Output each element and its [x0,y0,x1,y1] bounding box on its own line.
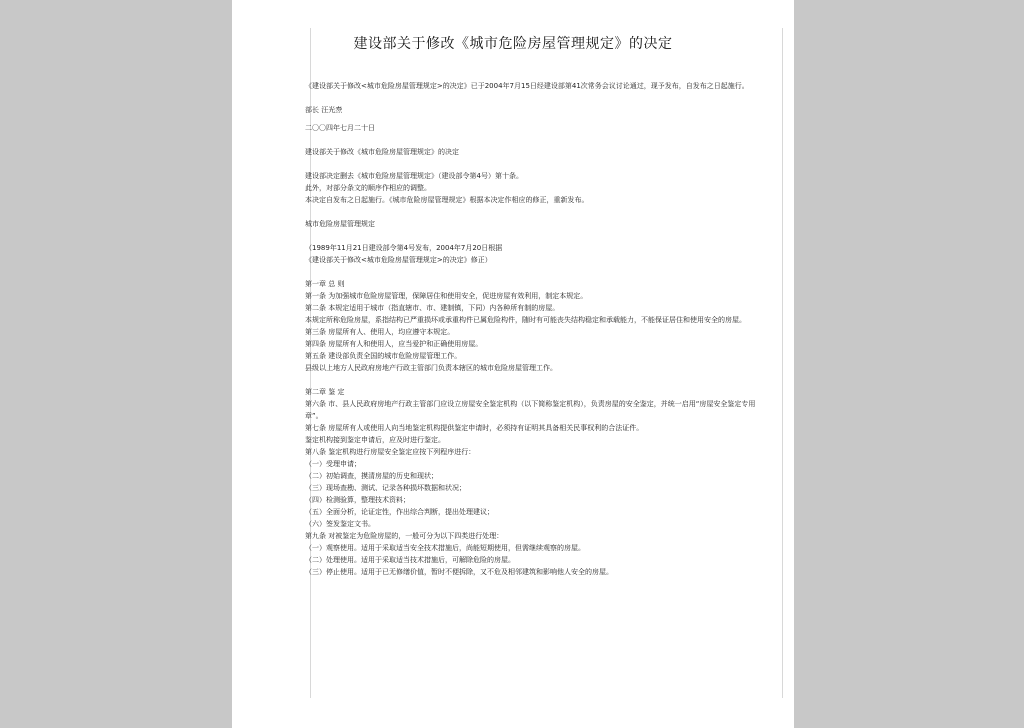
procedure-item: （二）初始调查，摸清房屋的历史和现状； [305,472,438,480]
article-line: 第四条 房屋所有人和使用人，应当爱护和正确使用房屋。 [305,340,483,348]
article-line: 第五条 建设部负责全国的城市危险房屋管理工作。 [305,352,462,360]
procedure-item: （二）处理使用。适用于采取适当技术措施后，可解除危险的房屋。 [305,556,515,564]
procedure-item: （四）检测验算，整理技术资料； [305,496,410,504]
decision-line: 此外，对部分条文的顺序作相应的调整。 [305,184,431,192]
procedure-item: （三）现场查勘、测试、记录各种损坏数据和状况； [305,484,466,492]
chapter-heading: 第一章 总 则 [305,280,345,288]
regulation-source: 《建设部关于修改<城市危险房屋管理规定>的决定》修正） [305,256,492,264]
article-line: 县级以上地方人民政府房地产行政主管部门负责本辖区的城市危险房屋管理工作。 [305,364,557,372]
article-line: 第三条 房屋所有人、使用人，均应遵守本规定。 [305,328,455,336]
procedure-item: （五）全面分析，论证定性，作出综合判断，提出处理建议； [305,508,494,516]
page-margin-line-right [782,28,783,698]
document-body [305,80,757,578]
regulation-source: （1989年11月21日建设部令第4号发布，2004年7月20日根据 [305,244,503,252]
regulation-title: 城市危险房屋管理规定 [305,220,375,228]
article-line: 第八条 鉴定机构进行房屋安全鉴定应按下列程序进行： [305,448,476,456]
document-page [232,0,794,728]
chapter-heading: 第二章 鉴 定 [305,388,345,396]
intro-paragraph: 《建设部关于修改<城市危险房屋管理规定>的决定》已于2004年7月15日经建设部第41次常务会议讨论通过，现予发布，自发布之日起施行。 [305,82,749,90]
decision-heading: 建设部关于修改《城市危险房屋管理规定》的决定 [305,148,459,156]
decision-line: 本决定自发布之日起施行。《城市危险房屋管理规定》根据本决定作相应的修正，重新发布。 [305,196,589,204]
article-line: 鉴定机构接到鉴定申请后，应及时进行鉴定。 [305,436,445,444]
article-line: 第六条 市、县人民政府房地产行政主管部门应设立房屋安全鉴定机构（以下简称鉴定机构），负责房屋的安全鉴定，并统一启用“房屋安全鉴定专用章”。 [305,400,756,420]
document-title: 建设部关于修改《城市危险房屋管理规定》的决定 [353,36,673,52]
procedure-item: （一）观察使用。适用于采取适当安全技术措施后，尚能短期使用，但需继续观察的房屋。 [305,544,585,552]
procedure-item: （一）受理申请； [305,460,361,468]
procedure-item: （六）签发鉴定文书。 [305,520,375,528]
decision-line: 建设部决定删去《城市危险房屋管理规定》（建设部令第4号）第十条。 [305,172,523,180]
article-line: 第九条 对被鉴定为危险房屋的，一般可分为以下四类进行处理： [305,532,504,540]
article-line: 第七条 房屋所有人或使用人向当地鉴定机构提供鉴定申请时，必须持有证明其具备相关民事权利的合法证件。 [305,424,644,432]
signing-date: 二〇〇四年七月二十日 [305,124,375,132]
article-line: 第一条 为加强城市危险房屋管理，保障居住和使用安全，促进房屋有效利用，制定本规定。 [305,292,588,300]
procedure-item: （三）停止使用。适用于已无修缮价值，暂时不便拆除，又不危及相邻建筑和影响他人安全的房屋。 [305,568,613,576]
article-line: 第二条 本规定适用于城市（指直辖市、市、建制镇，下同）内各种所有制的房屋。 [305,304,560,312]
article-line: 本规定所称危险房屋，系指结构已严重损坏或承重构件已属危险构件，随时有可能丧失结构稳定和承载能力，不能保证居住和使用安全的房屋。 [305,316,746,324]
signatory: 部长 汪光焘 [305,106,343,114]
